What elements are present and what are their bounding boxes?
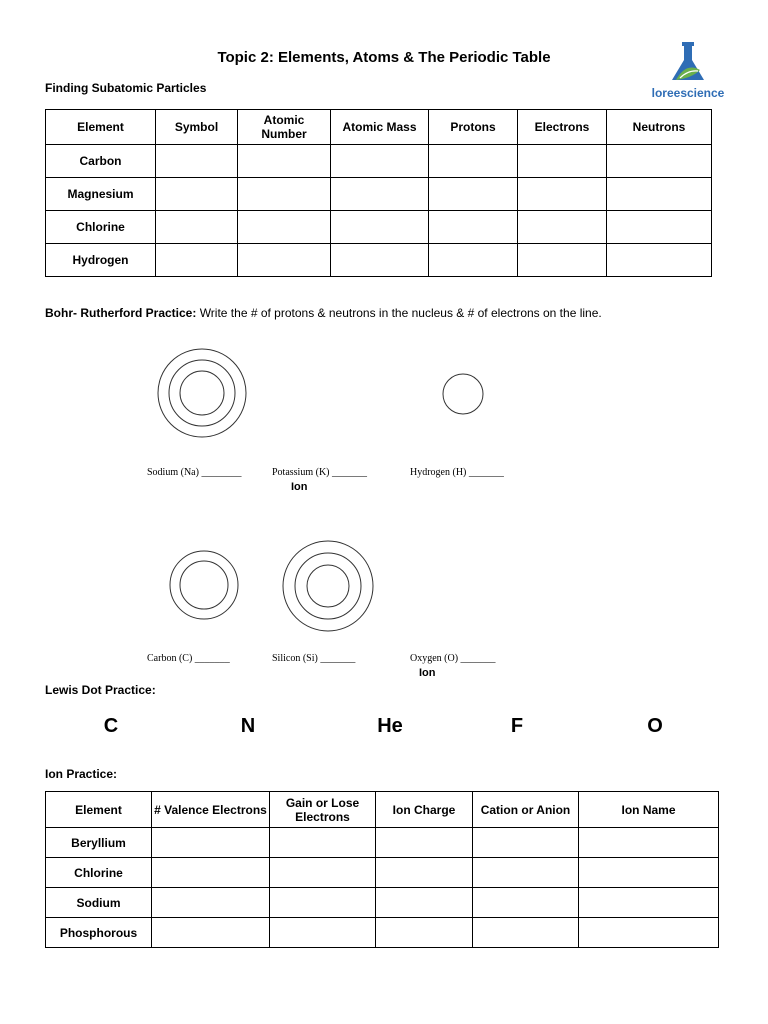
silicon-shell xyxy=(283,541,373,631)
answer-blank[interactable]: _______ xyxy=(468,467,504,478)
col-header: Atomic Mass xyxy=(331,110,429,145)
col-header: Electrons xyxy=(518,110,607,145)
answer-cell[interactable] xyxy=(473,918,579,948)
answer-cell[interactable] xyxy=(156,244,238,277)
atom-name: Hydrogen (H) xyxy=(410,467,467,478)
atom-name: Silicon (Si) xyxy=(272,653,318,664)
element-cell: Carbon xyxy=(46,145,156,178)
answer-cell[interactable] xyxy=(152,828,270,858)
col-header: Element xyxy=(46,110,156,145)
answer-blank[interactable]: _______ xyxy=(320,653,356,664)
col-header: Cation or Anion xyxy=(473,792,579,828)
table-row xyxy=(46,828,719,858)
sodium-shell xyxy=(158,349,246,437)
lewis-symbol: N xyxy=(240,715,256,737)
carbon-shell xyxy=(180,561,228,609)
answer-cell[interactable] xyxy=(518,211,607,244)
table-row xyxy=(46,178,712,211)
answer-cell[interactable] xyxy=(270,828,376,858)
answer-cell[interactable] xyxy=(270,858,376,888)
ion-practice-heading: Ion Practice: xyxy=(45,767,118,781)
answer-cell[interactable] xyxy=(156,211,238,244)
table-row xyxy=(46,211,712,244)
answer-blank[interactable]: ________ xyxy=(201,467,242,478)
atom-name: Sodium (Na) xyxy=(147,467,199,478)
table-row xyxy=(46,244,712,277)
atom-name: Carbon (C) xyxy=(147,653,193,664)
col-header: Protons xyxy=(429,110,518,145)
answer-cell[interactable] xyxy=(238,178,331,211)
col-header: Ion Name xyxy=(579,792,719,828)
answer-cell[interactable] xyxy=(518,145,607,178)
bohr-label-sodium xyxy=(147,467,241,478)
table-row xyxy=(46,145,712,178)
answer-blank[interactable]: _______ xyxy=(194,653,230,664)
bohr-label-silicon xyxy=(272,653,355,664)
table-row xyxy=(46,858,719,888)
answer-cell[interactable] xyxy=(579,858,719,888)
answer-cell[interactable] xyxy=(579,828,719,858)
table-row xyxy=(46,888,719,918)
lewis-heading: Lewis Dot Practice: xyxy=(45,683,156,697)
element-cell: Phosphorous xyxy=(46,918,152,948)
subatomic-heading: Finding Subatomic Particles xyxy=(45,81,207,95)
answer-cell[interactable] xyxy=(473,888,579,918)
answer-cell[interactable] xyxy=(607,145,712,178)
answer-cell[interactable] xyxy=(429,178,518,211)
sodium-shell xyxy=(180,371,224,415)
answer-cell[interactable] xyxy=(429,244,518,277)
ion-table xyxy=(45,791,719,948)
answer-blank[interactable]: _______ xyxy=(460,653,496,664)
page-title: Topic 2: Elements, Atoms & The Periodic Table xyxy=(217,49,551,66)
col-header: Symbol xyxy=(156,110,238,145)
ion-label: Ion xyxy=(419,667,436,679)
silicon-shell xyxy=(295,553,361,619)
answer-cell[interactable] xyxy=(607,244,712,277)
col-header: Atomic Number xyxy=(238,110,331,145)
subatomic-table xyxy=(45,109,712,277)
element-cell: Sodium xyxy=(46,888,152,918)
bohr-diagrams xyxy=(0,330,768,670)
ion-label: Ion xyxy=(291,481,308,493)
element-cell: Chlorine xyxy=(46,211,156,244)
lewis-symbol: O xyxy=(647,715,663,737)
answer-cell[interactable] xyxy=(238,244,331,277)
lewis-symbol: C xyxy=(103,715,119,737)
answer-cell[interactable] xyxy=(429,145,518,178)
answer-cell[interactable] xyxy=(238,145,331,178)
atom-name: Potassium (K) xyxy=(272,467,330,478)
answer-cell[interactable] xyxy=(473,858,579,888)
logo-text: loreescience xyxy=(651,86,725,100)
answer-cell[interactable] xyxy=(331,244,429,277)
answer-cell[interactable] xyxy=(579,918,719,948)
bohr-label-oxygen xyxy=(410,653,496,664)
answer-cell[interactable] xyxy=(331,178,429,211)
answer-cell[interactable] xyxy=(607,178,712,211)
atom-name: Oxygen (O) xyxy=(410,653,459,664)
table-row xyxy=(46,918,719,948)
element-cell: Chlorine xyxy=(46,858,152,888)
answer-cell[interactable] xyxy=(152,858,270,888)
answer-cell[interactable] xyxy=(156,178,238,211)
answer-cell[interactable] xyxy=(429,211,518,244)
element-cell: Beryllium xyxy=(46,828,152,858)
sodium-shell xyxy=(169,360,235,426)
answer-cell[interactable] xyxy=(376,828,473,858)
col-header: Neutrons xyxy=(607,110,712,145)
answer-cell[interactable] xyxy=(156,145,238,178)
table-header-row xyxy=(46,792,719,828)
answer-cell[interactable] xyxy=(270,918,376,948)
table-header-row xyxy=(46,110,712,145)
lewis-symbol: F xyxy=(510,715,524,737)
answer-cell[interactable] xyxy=(331,211,429,244)
bohr-label: Bohr- Rutherford Practice: xyxy=(45,306,197,320)
answer-blank[interactable]: _______ xyxy=(332,467,367,478)
answer-cell[interactable] xyxy=(238,211,331,244)
answer-cell[interactable] xyxy=(376,918,473,948)
answer-cell[interactable] xyxy=(473,828,579,858)
answer-cell[interactable] xyxy=(518,178,607,211)
answer-cell[interactable] xyxy=(376,888,473,918)
bohr-instruction xyxy=(45,306,602,320)
answer-cell[interactable] xyxy=(270,888,376,918)
col-header: Element xyxy=(46,792,152,828)
col-header: Gain or Lose Electrons xyxy=(270,792,376,828)
answer-cell[interactable] xyxy=(152,888,270,918)
bohr-label-carbon xyxy=(147,653,230,664)
element-cell: Hydrogen xyxy=(46,244,156,277)
col-header: # Valence Electrons xyxy=(152,792,270,828)
answer-cell[interactable] xyxy=(579,888,719,918)
bohr-label-potassium xyxy=(272,467,367,478)
bohr-instruction-text: Write the # of protons & neutrons in the nucleus & # of electrons on the line. xyxy=(196,306,602,320)
silicon-shell xyxy=(307,565,349,607)
element-cell: Magnesium xyxy=(46,178,156,211)
hydrogen-shell xyxy=(443,374,483,414)
lewis-symbol: He xyxy=(377,715,403,737)
answer-cell[interactable] xyxy=(607,211,712,244)
answer-cell[interactable] xyxy=(152,918,270,948)
col-header: Ion Charge xyxy=(376,792,473,828)
bohr-label-hydrogen xyxy=(410,467,504,478)
answer-cell[interactable] xyxy=(376,858,473,888)
answer-cell[interactable] xyxy=(331,145,429,178)
answer-cell[interactable] xyxy=(518,244,607,277)
